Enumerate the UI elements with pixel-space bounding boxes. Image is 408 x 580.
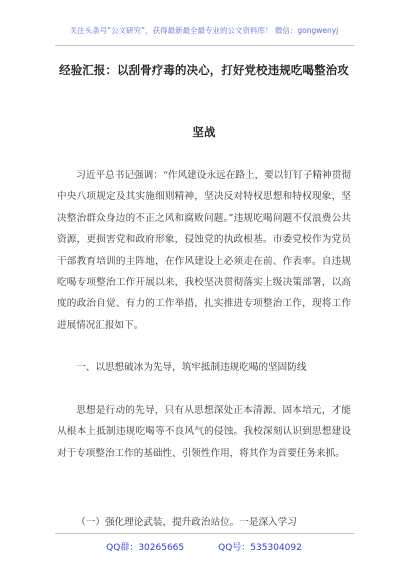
footer-qq-group: QQ群：30265665: [106, 543, 185, 553]
footer-divider: [55, 533, 355, 534]
document-title-line-2: 坚战: [192, 125, 216, 139]
document-title-line-1: 经验汇报：以刮骨疗毒的决心，打好党校违规吃喝整治攻: [59, 63, 349, 77]
document-paragraph: [57, 400, 351, 464]
section-heading-text: 一、以思想破冰为先导，筑牢抵制违规吃喝的坚固防线: [76, 362, 307, 373]
subsection-heading-text: （一）强化理论武装，提升政治站位。一是深入学习: [76, 517, 297, 528]
header-banner: 关注头条号“公文研究”，获得最新最全最专业的公文资料库！ 微信：gongwenyj: [69, 26, 339, 35]
header-divider: [55, 45, 355, 46]
footer: [0, 540, 408, 553]
paragraph-text: 习近平总书记强调：“作风建设永远在路上，要以钉钉子精神贯彻中央八项规定及其实施细则精神，坚决反对特权思想和特权现象，坚决整治群众身边的不正之风和腐败问题。”违规吃喝问题不仅浪费公共资源，更损害党和政府形象，侵蚀党的执政根基。市委党校作为党员干部教育培训的主阵地，在作风建设上必须走在前、作表率。自违规吃喝专项整治工作开展以来，我校坚决贯彻落实上级决策部署，以高度的政治自觉、有力的工作举措，扎实推进专项整治工作，现将工作进展情况汇报如下。: [57, 170, 351, 331]
paragraph-text: 思想是行动的先导，只有从思想深处正本清源、固本培元，才能从根本上抵制违规吃喝等不良风气的侵蚀。我校深刻认识到思想建设对于专项整治工作的基础性、引领性作用，将其作为首要任务来抓。: [57, 405, 351, 459]
footer-qq-number: QQ号：535304092: [218, 543, 302, 553]
section-heading: [57, 357, 351, 378]
document-paragraph: [57, 165, 351, 336]
subsection-heading: [57, 512, 351, 533]
